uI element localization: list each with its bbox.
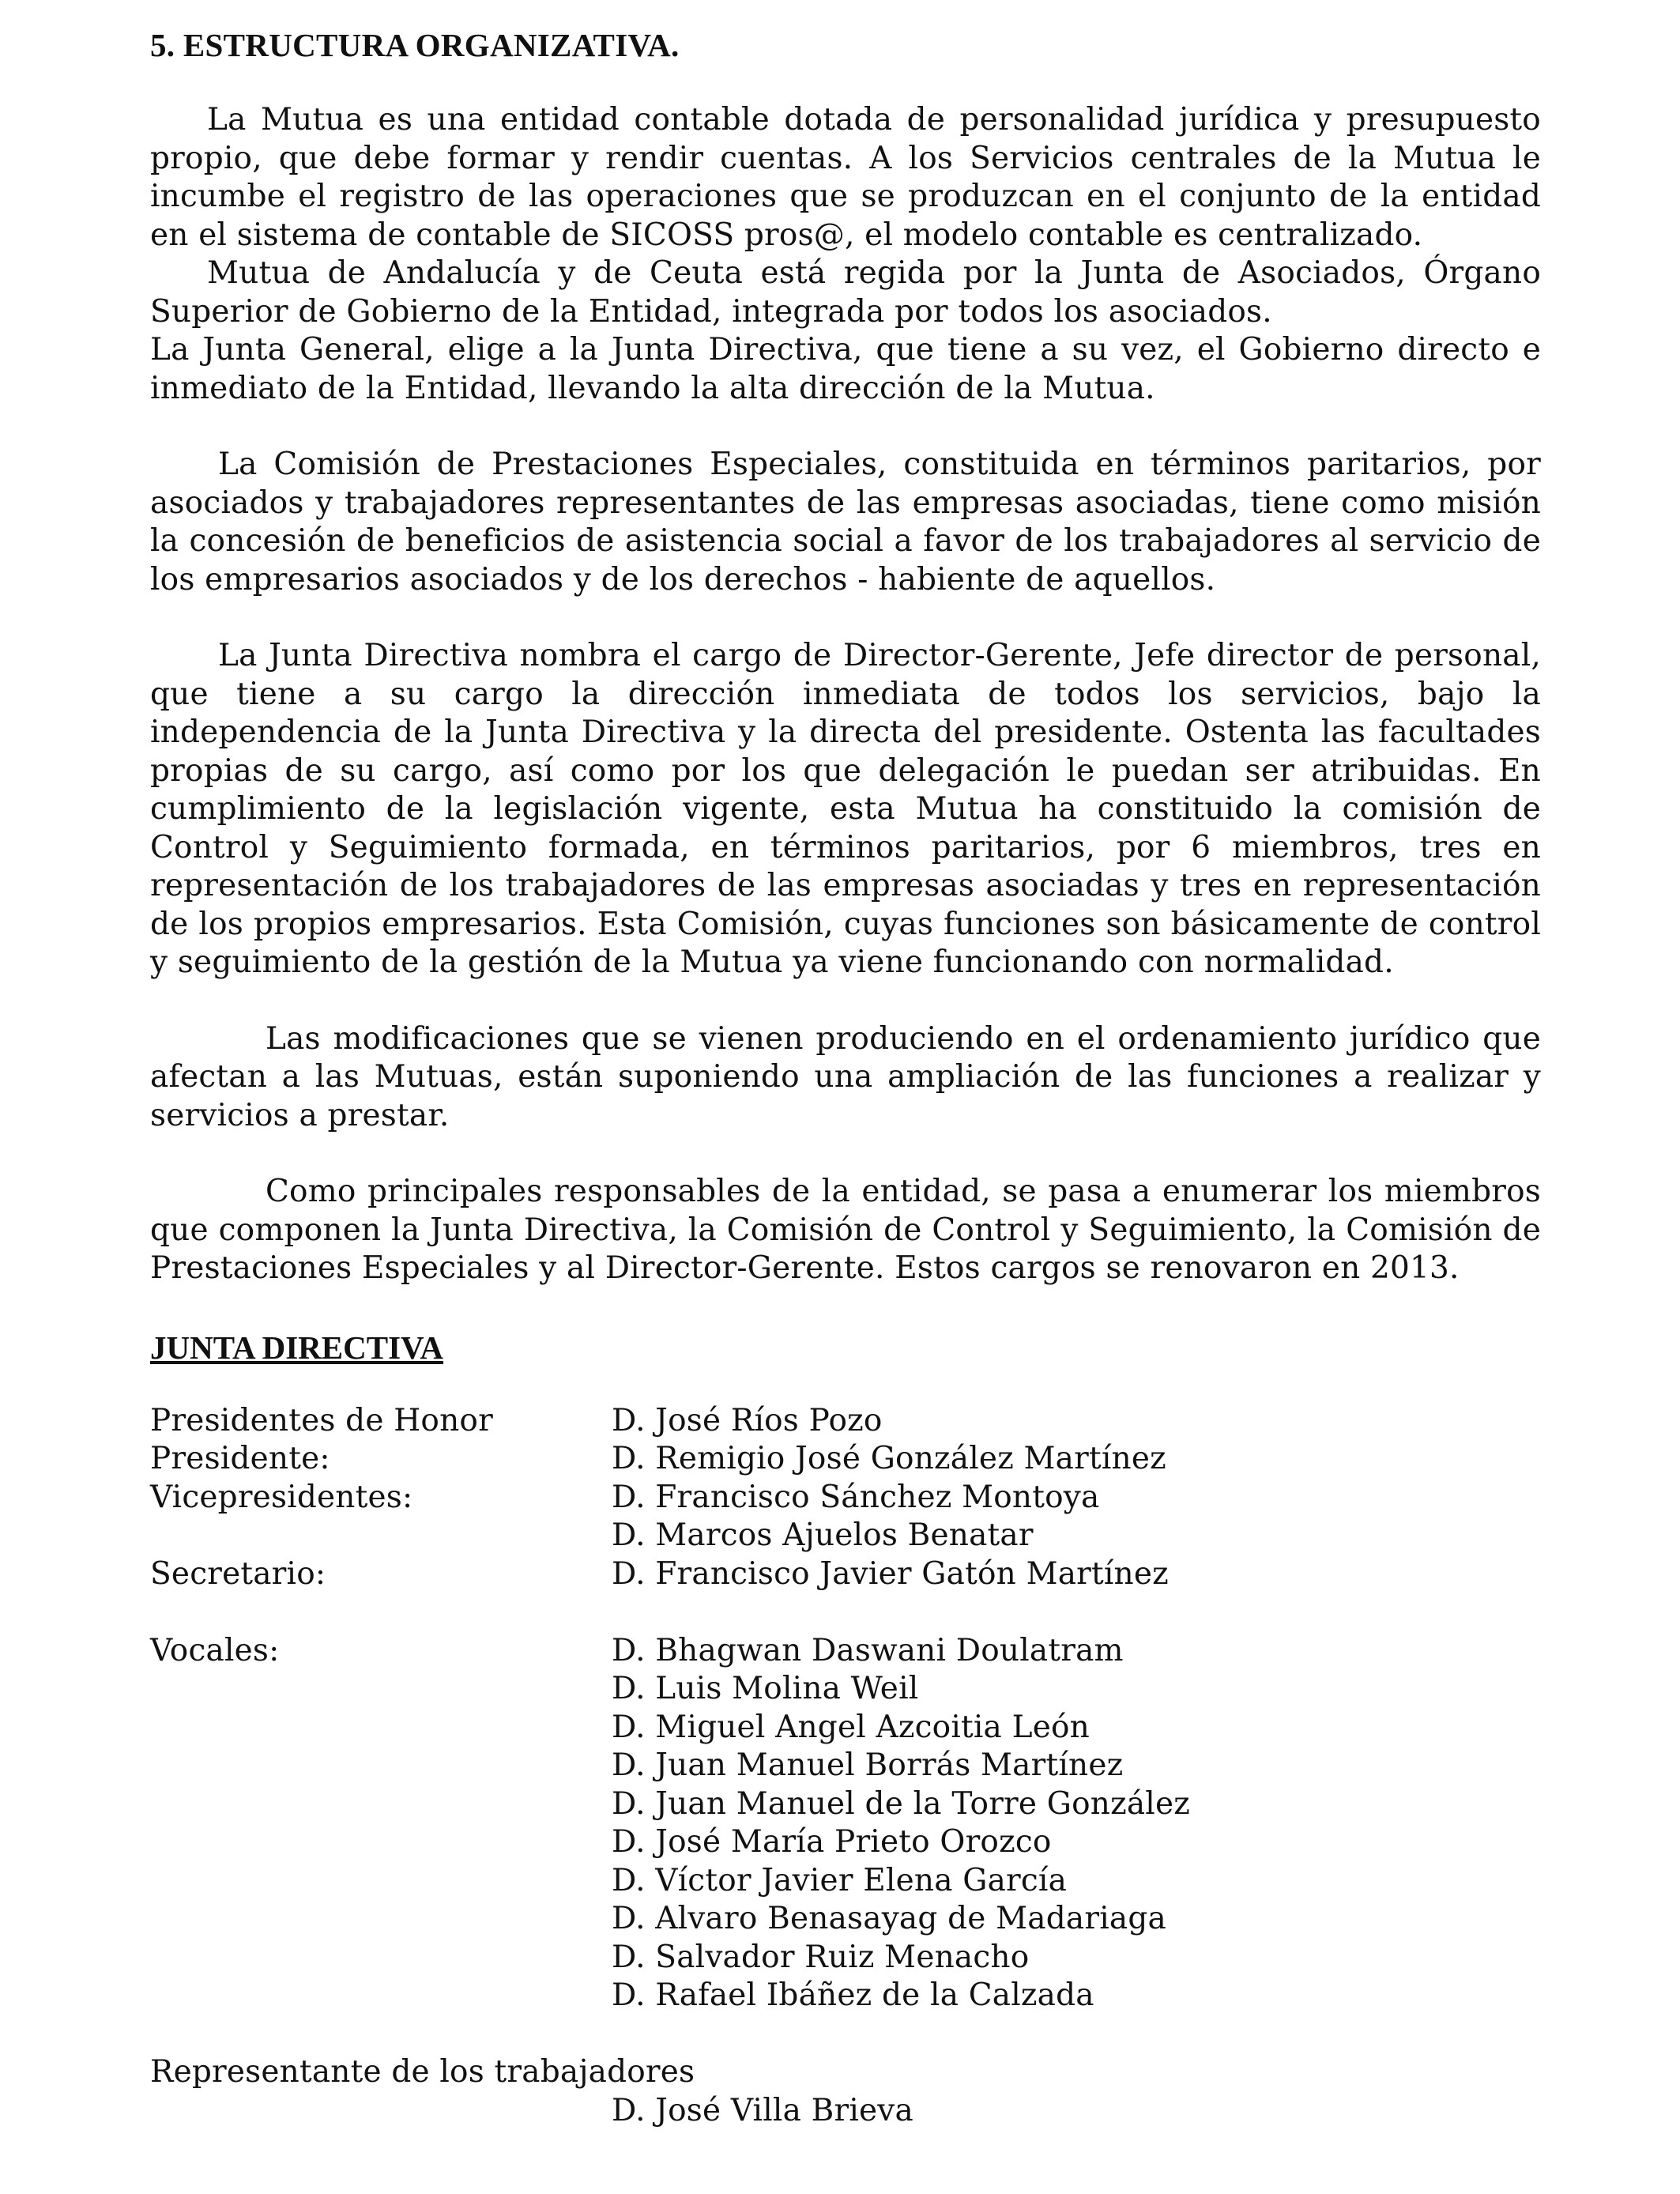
- roster-row-vocal: [150, 1632, 1541, 1671]
- roster-name: D. Juan Manuel de la Torre González: [612, 1785, 1191, 1822]
- roster-row-vicepresidente-2: [150, 1517, 1541, 1555]
- roster-row-vocal: [150, 1670, 1541, 1709]
- representante-label-row: [150, 2053, 1541, 2092]
- roster-name: D. Alvaro Benasayag de Madariaga: [612, 1901, 1166, 1936]
- paragraph-entidad-contable: La Mutua es una entidad contable dotada de personalidad jurídica y presupuesto propio, que debe formar y rendir cuentas. A los Servicios centrales de la Mutua le incumbe el registro de las operaciones que se produzcan en el conjunto de la entidad en el sistema de contable de SICOSS pros@, el modelo contable es centralizado.: [150, 102, 1541, 253]
- roster-name: D. Miguel Angel Azcoitia León: [612, 1709, 1090, 1745]
- roster-name: D. José Ríos Pozo: [612, 1402, 883, 1438]
- paragraph-responsables: Como principales responsables de la entidad, se pasa a enumerar los miembros que componen la Junta Directiva, la Comisión de Control y Seguimiento, la Comisión de Prestaciones Especiales y al Director-Gerente. Estos cargos se renovaron en 2013.: [150, 1174, 1541, 1286]
- paragraph-comision-prestaciones: La Comisión de Prestaciones Especiales, constituida en términos paritarios, por asociados y trabajadores representantes de las empresas asociadas, tiene como misión la concesión de beneficios de asistencia social a favor de los trabajadores al servicio de los empresarios asociados y de los derechos - habiente de aquellos.: [150, 447, 1541, 598]
- roster-row-vocal: [150, 1709, 1541, 1747]
- roster-name: D. Víctor Javier Elena García: [612, 1862, 1068, 1898]
- roster-row-vicepresidentes: [150, 1479, 1541, 1517]
- roster-name: D. Remigio José González Martínez: [612, 1441, 1166, 1476]
- roster-name: D. José María Prieto Orozco: [612, 1824, 1052, 1860]
- roster-blank-row: [150, 2015, 1541, 2054]
- roster-row-vocal: [150, 1900, 1541, 1939]
- representante-name-row: [150, 2092, 1541, 2131]
- section-heading: 5. ESTRUCTURA ORGANIZATIVA.: [150, 27, 680, 63]
- roster-role: [150, 1517, 612, 1555]
- roster-role: Vocales:: [150, 1632, 280, 1668]
- junta-directiva-title: JUNTA DIRECTIVA: [150, 1329, 443, 1366]
- roster-name: D. Francisco Sánchez Montoya: [612, 1479, 1100, 1515]
- roster-row-vocal: [150, 1977, 1541, 2015]
- representante-name: D. José Villa Brieva: [612, 2092, 913, 2128]
- roster-name: D. Juan Manuel Borrás Martínez: [612, 1747, 1124, 1783]
- junta-directiva-roster: [150, 1402, 1541, 2131]
- roster-row-presidentes-honor: [150, 1402, 1541, 1441]
- paragraph-director-gerente: La Junta Directiva nombra el cargo de Director-Gerente, Jefe director de personal, que tiene a su cargo la dirección inmediata de todos los servicios, bajo la independencia de la Junta Directiva y la directa del presidente. Ostenta las facultades propias de su cargo, así como por los que delegación le puedan ser atribuidas. En cumplimiento de la legislación vigente, esta Mutua ha constituido la comisión de Control y Seguimiento formada, en términos paritarios, por 6 miembros, tres en representación de los trabajadores de las empresas asociadas y tres en representación de los propios empresarios. Esta Comisión, cuyas funciones son básicamente de control y seguimiento de la gestión de la Mutua ya viene funcionando con normalidad.: [150, 638, 1541, 980]
- document-page: [150, 24, 1541, 2130]
- roster-name: D. Salvador Ruiz Menacho: [612, 1939, 1030, 1975]
- roster-row-vocal: [150, 1747, 1541, 1785]
- roster-row-secretario: [150, 1555, 1541, 1594]
- roster-blank-row: [150, 1593, 1541, 1632]
- paragraph-modificaciones: Las modificaciones que se vienen produciendo en el ordenamiento jurídico que afectan a las Mutuas, están suponiendo una ampliación de las funciones a realizar y servicios a prestar.: [150, 1020, 1541, 1133]
- paragraph-junta-general: La Junta General, elige a la Junta Directiva, que tiene a su vez, el Gobierno directo e inmediato de la Entidad, llevando la alta dirección de la Mutua.: [150, 332, 1541, 406]
- roster-name: D. Luis Molina Weil: [612, 1671, 919, 1706]
- roster-row-presidente: [150, 1440, 1541, 1479]
- paragraph-junta-asociados: Mutua de Andalucía y de Ceuta está regida por la Junta de Asociados, Órgano Superior de Gobierno de la Entidad, integrada por todos los asociados.: [150, 255, 1541, 330]
- roster-row-vocal: [150, 1939, 1541, 1977]
- roster-row-vocal: [150, 1785, 1541, 1824]
- roster-row-vocal: [150, 1823, 1541, 1862]
- roster-row-vocal: [150, 1862, 1541, 1901]
- roster-name: D. Rafael Ibáñez de la Calzada: [612, 1977, 1094, 2013]
- roster-name: D. Marcos Ajuelos Benatar: [612, 1517, 1034, 1553]
- roster-role: Presidentes de Honor: [150, 1402, 493, 1438]
- roster-name: D. Bhagwan Daswani Doulatram: [612, 1632, 1124, 1668]
- roster-name: D. Francisco Javier Gatón Martínez: [612, 1555, 1169, 1592]
- roster-role: Vicepresidentes:: [150, 1479, 413, 1515]
- roster-role: Secretario:: [150, 1555, 326, 1592]
- roster-role: Presidente:: [150, 1441, 330, 1476]
- representante-label: Representante de los trabajadores: [150, 2054, 695, 2090]
